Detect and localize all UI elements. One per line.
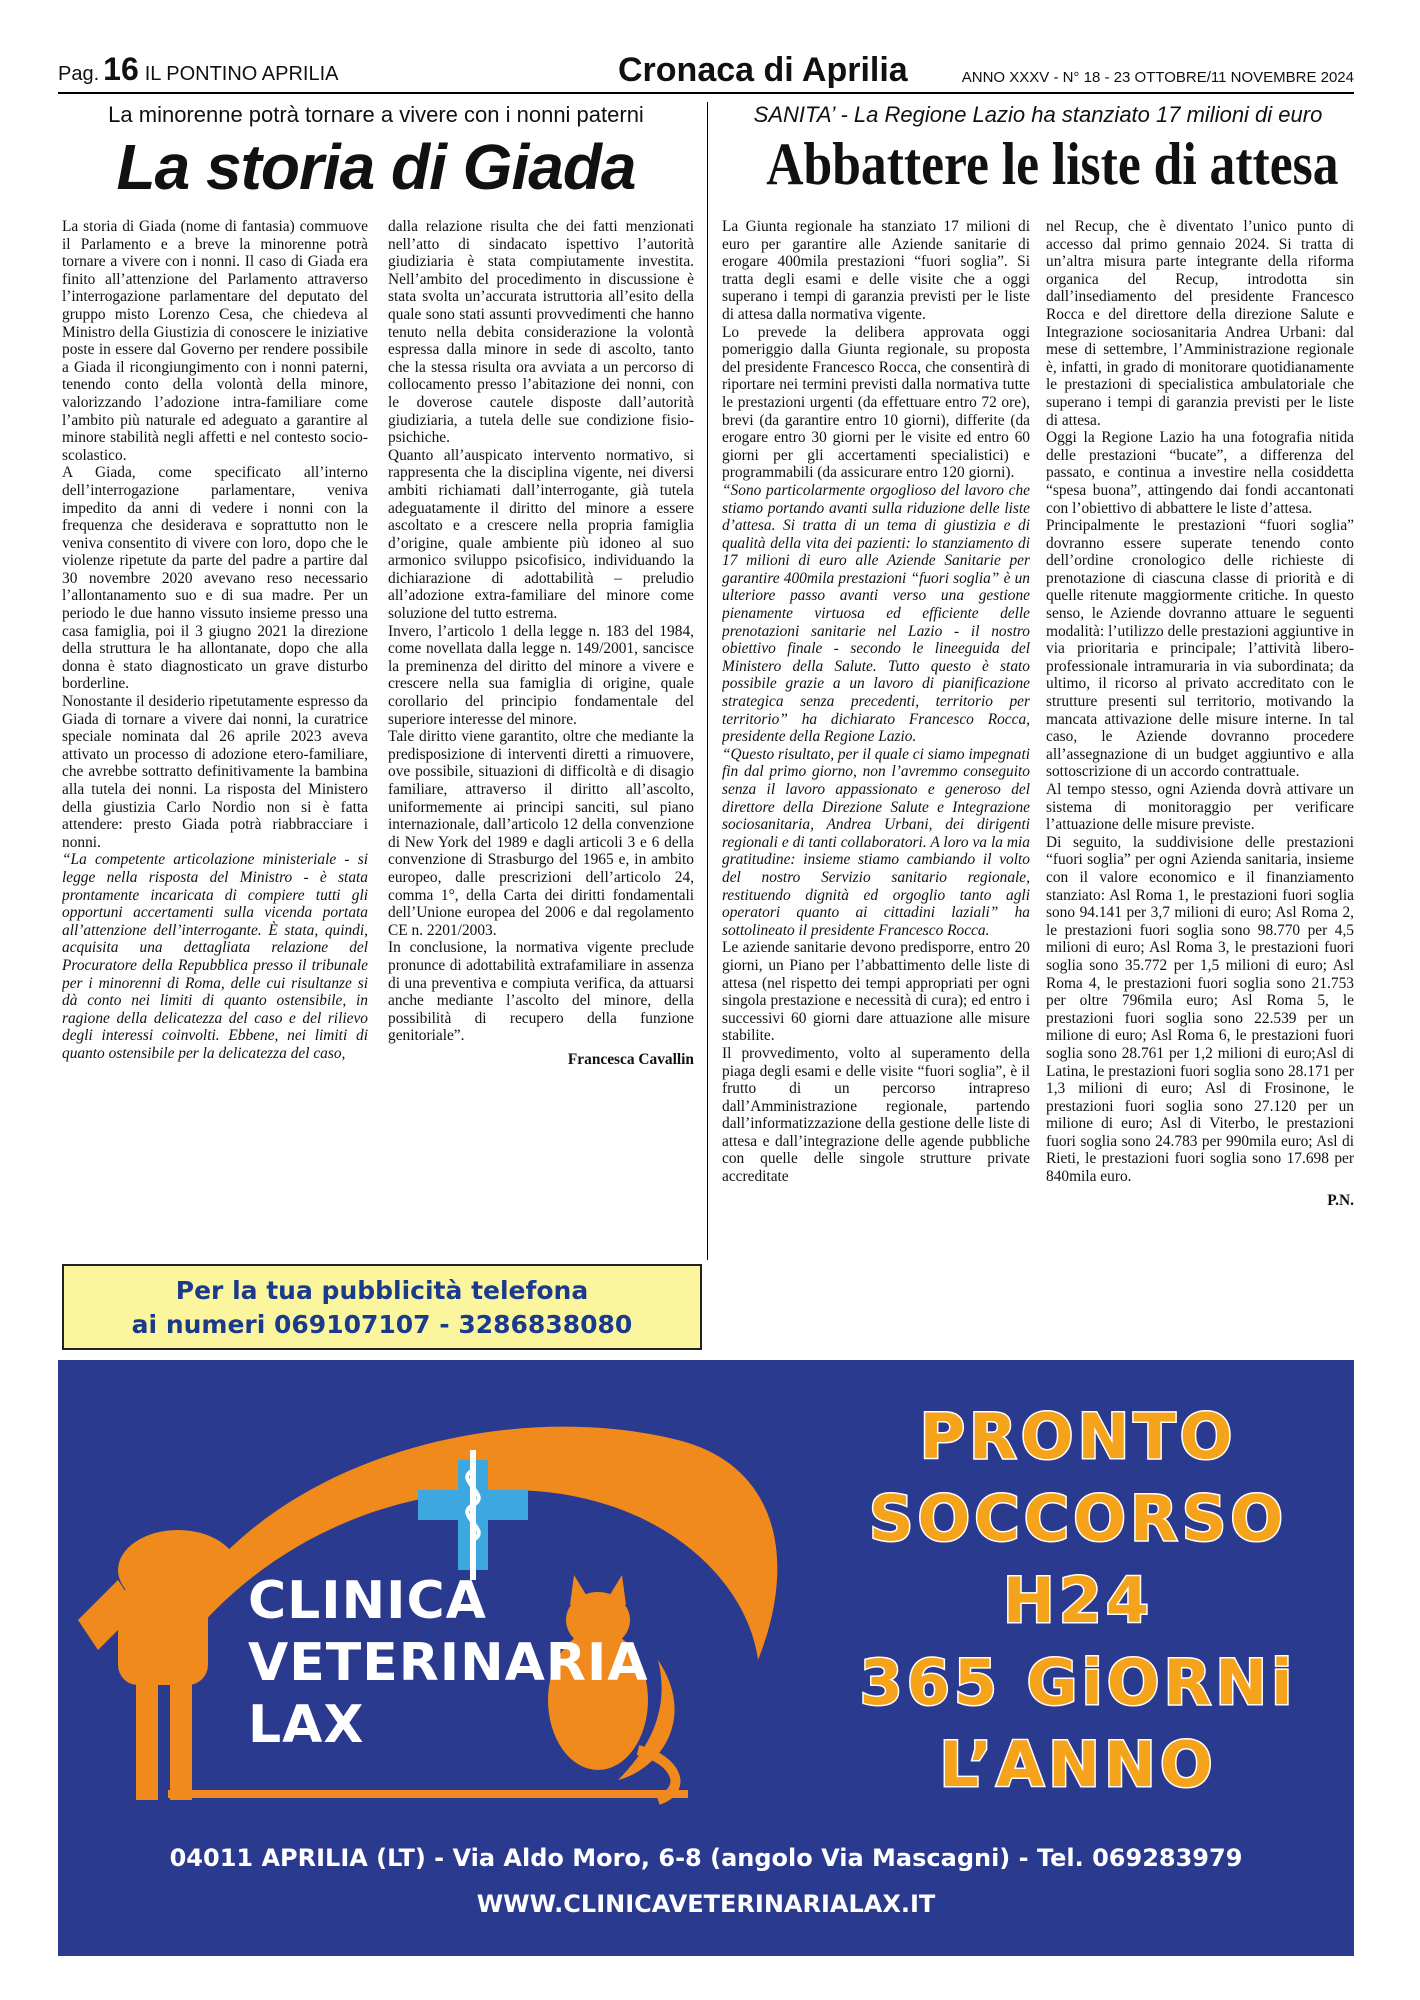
clinic-name-line: VETERINARIA [248, 1633, 649, 1693]
paragraph: A Giada, come specificato all’interno dell’interrogazione parlamentare, veniva impedito da anni di vedere i nonni con la frequenza che desiderava e soprattutto non le veniva consentito di vivere con loro, dopo che le violenze ripetute da parte del padre a partire dal 30 novembre 2020 avevano reso necessario l’allontanamento suo e di sua madre. Per un periodo le due hanno vissuto insieme presso una casa famiglia, poi il 3 giugno 2021 la direzione della struttura le ha allontanate, dopo che alla donna è stato diagnosticato un grave disturbo borderline. [62, 464, 368, 693]
paragraph-quote: dalla relazione risulta che dei fatti menzionati nell’atto di sindacato ispettivo l’autorità giudiziaria è stata compiutamente investita. Nell’ambito del procedimento in discussione è stata svolta un’accurata istruttoria all’esito della quale sono stati assunti provvedimenti che hanno tenuto nella debita considerazione la volontà espressa dalla minore in sede di ascolto, tanto che la stessa risulta ora avviata a un percorso di collocamento presso l’abitazione dei nonni, con le doverose cautele disposte dall’autorità giudiziaria, a tutela delle sue condizione fisio-psichiche. [388, 218, 694, 447]
page-info [58, 51, 339, 88]
clinic-name-line: CLINICA [248, 1571, 487, 1631]
paragraph: Di seguito, la suddivisione delle prestazioni “fuori soglia” per ogni Azienda sanitaria, insieme con il valore economico e il finanziamento stanziato: Asl Roma 1, le prestazioni fuori soglia sono 94.141 per 3,7 milioni di euro; Asl Roma 2, le prestazioni fuori soglia sono 98.770 per 4,5 milioni di euro; Asl Roma 3, le prestazioni fuori soglia sono 35.772 per 1,5 milioni di euro; Asl Roma 4, le prestazioni fuori soglia sono 21.753 per oltre 796mila euro; Asl Roma 5, le prestazioni fuori soglia sono 22.539 per un milione di euro; Asl Roma 6, le prestazioni fuori soglia sono 28.761 per 1,2 milioni di euro;Asl di Latina, le prestazioni fuori soglia sono 28.171 per 1,3 milioni di euro; Asl di Frosinone, le prestazioni fuori soglia sono 27.120 per un milione di euro; Asl di Viterbo, le prestazioni fuori soglia sono 24.783 per 990mila euro; Asl di Rieti, le prestazioni fuori soglia sono 17.698 per 840mila euro. [1046, 833, 1354, 1186]
author-signature: Francesca Cavallin [567, 1050, 694, 1068]
paragraph: nel Recup, che è diventato l’unico punto di accesso dal primo gennaio 2024. Si tratta di un’altra misura parte integrante della riforma organica del Recup, introdotta sin dall’insediamento del presidente Francesco Rocca e del direttore della direzione Salute e Integrazione sociosanitaria Andrea Urbani: dal mese di settembre, l’Amministrazione regionale è, infatti, in grado di monitorare quotidianamente le prestazioni di specialistica ambulatoriale che superano i tempi di garanzia previsti per le liste di attesa. [1046, 218, 1354, 429]
clinic-website: WWW.CLINICAVETERINARIALAX.IT [476, 1890, 936, 1918]
headline-line: L’ANNO [939, 1728, 1217, 1801]
left-article-kicker: La minorenne potrà tornare a vivere con i nonni paterni [108, 102, 644, 127]
issue-info: ANNO XXXV - N° 18 - 23 OTTOBRE/11 NOVEMBRE 2024 [961, 69, 1354, 86]
left-article-column-1 [62, 218, 368, 1258]
page-header [58, 51, 1354, 94]
ad-line-2: ai numeri 069107107 - 3286838080 [131, 1310, 633, 1339]
section-title: Cronaca di Aprilia [618, 51, 908, 89]
paragraph: Principalmente le prestazioni “fuori soglia” dovranno essere superate tenendo conto dell’ordine cronologico delle richieste di prenotazione di ciascuna classe di priorità e di quelle ritenute maggiormente critiche. In questo senso, le Aziende dovranno attuare le seguenti modalità: l’utilizzo delle prestazioni aggiuntive in via prioritaria e principale; l’attività libero-professionale intramuraria in via subordinata; da ultimo, il ricorso al privato accreditato con le strutture presenti sul territorio, motivando la mancata attivazione delle misure interne. In tal caso, le Aziende dovranno procedere all’assegnazione di un budget aggiuntivo e alla sottoscrizione di un accordo contrattuale. [1046, 517, 1354, 781]
paragraph: La Giunta regionale ha stanziato 17 milioni di euro per garantire alle Aziende sanitarie di erogare 400mila prestazioni “fuori soglia”. Si tratta degli esami e delle visite che a oggi superano i tempi di garanzia previsti per le liste di attesa dalla normativa vigente. [722, 218, 1030, 323]
paragraph: Al tempo stesso, ogni Azienda dovrà attivare un sistema di monitoraggio per verificare l’attuazione delle misure previste. [1046, 781, 1354, 834]
headline-line: 365 GiORNi [859, 1646, 1297, 1719]
paragraph-quote: “Questo risultato, per il quale ci siamo impegnati fin dal primo giorno, non l’avremmo conseguito senza il lavoro appassionato e generoso del direttore della Direzione Salute e Integrazione sociosanitaria, Andrea Urbani, dei dirigenti regionali e di tanti collaboratori. A loro va la mia gratitudine: insieme stiamo cambiando il volto del nostro Servizio sanitario regionale, restituendo dignità ed orgoglio tanto agli operatori quanto ai cittadini laziali” ha sottolineato il presidente Francesco Rocca. [722, 745, 1030, 939]
paragraph: La storia di Giada (nome di fantasia) commuove il Parlamento e a breve la minorenne potrà tornare a vivere con i nonni. Il caso di Giada era finito all’attenzione del Parlamento attraverso l’interrogazione parlamentare del deputato del gruppo misto Lorenzo Cesa, che chiedeva al Ministro della Giustizia di conoscere le iniziative poste in essere dal Governo per rendere possibile a Giada il ricongiungimento con i nonni paterni, tenendo conto della volontà della minore, valorizzando l’adozione intra-familiare come l’ambito più naturale ed adeguato a garantire al minore stabilità negli affetti e nel contesto socio-scolastico. [62, 218, 368, 464]
headline-line: SOCCORSO [868, 1482, 1288, 1555]
ad-line-1: Per la tua pubblicità telefona [175, 1276, 589, 1305]
headline-line: PRONTO [919, 1400, 1237, 1473]
page-number: 16 [103, 51, 139, 87]
page-label: Pag. [58, 63, 100, 85]
paragraph-quote: Invero, l’articolo 1 della legge n. 183 del 1984, come novellata dalla legge n. 149/2001, sancisce la preminenza del diritto del minore a vivere e crescere nella sua famiglia di origine, quale corollario del principio fondamentale del superiore interesse del minore. [388, 622, 694, 728]
left-article-column-2 [388, 218, 694, 1258]
paragraph: Le aziende sanitarie devono predisporre, entro 20 giorni, un Piano per l’abbattimento delle liste di attesa (nel rispetto dei tempi appropriati per ogni singola prestazione e necessità di cura); ed entro i successivi 60 giorni dare attuazione alle misure stabilite. [722, 939, 1030, 1045]
clinic-advertisement [58, 1360, 1354, 1956]
left-article-title: La storia di Giada [116, 131, 636, 203]
headline-line: H24 [1002, 1564, 1154, 1637]
right-article-kicker: SANITA’ - La Regione Lazio ha stanziato 17 milioni di euro [753, 102, 1323, 127]
clinic-name [248, 1570, 649, 1756]
paragraph: Nonostante il desiderio ripetutamente espresso da Giada di tornare a vivere dai nonni, la curatrice speciale nominata dal 26 aprile 2023 aveva attivato un processo di adozione etero-familiare, che avrebbe sottratto definitivamente la bambina alla tutela dei nonni. La risposta del Ministero della giustizia Carlo Nordio non si è fatta attendere: presto Giada potrà riabbracciare i nonni. [62, 693, 368, 851]
clinic-address: 04011 APRILIA (LT) - Via Aldo Moro, 6-8 (angolo Via Mascagni) - Tel. 069283979 [169, 1844, 1243, 1872]
clinic-name-line: LAX [248, 1695, 365, 1755]
paragraph-quote: Tale diritto viene garantito, oltre che mediante la predisposizione di interventi diretti a rimuovere, ove possibile, situazioni di difficoltà e di disagio familiare, attraverso il diritto all’ascolto, uniformemente ai principi sanciti, sul piano internazionale, dall’articolo 12 della convenzione di New York del 1989 e dagli articoli 3 e 6 della convenzione di Strasburgo del 1965 e, in ambito europeo, dalle prescrizioni dell’articolo 24, comma 1°, della Carta dei diritti fondamentali dell’Unione europea del 2006 e dal regolamento CE n. 2201/2003. [388, 728, 694, 939]
paragraph-quote: “Sono particolarmente orgoglioso del lavoro che stiamo portando avanti sulla riduzione delle liste d’attesa. Si tratta di un tema di giustizia e di qualità della vita dei pazienti: lo stanziamento di 17 milioni di euro alle Aziende Sanitarie per garantire 400mila prestazioni “fuori soglia” è un ulteriore passo avanti verso una gestione pienamente virtuosa ed efficiente delle prenotazioni sanitarie nel Lazio - il nostro obiettivo finale - secondo le lineeguida del Ministero della Salute. Tutto questo è stato possibile grazie a un lavoro di pianificazione strategica senza precedenti, territorio per territorio” ha dichiarato Francesco Rocca, presidente della Regione Lazio. [722, 481, 1030, 746]
paragraph: Oggi la Regione Lazio ha una fotografia nitida delle prestazioni “bucate”, a differenza del passato, e continua a investire nella cosiddetta “spesa buona”, attingendo dai fondi accantonati con l’obiettivo di abbattere le liste d’attesa. [1046, 429, 1354, 517]
advertising-contact-box [62, 1264, 702, 1350]
paragraph-quote: In conclusione, la normativa vigente preclude pronunce di adottabilità extrafamiliare in assenza di una preventiva e compiuta verifica, da attuarsi anche mediante l’ascolto del minore, della possibilità di recupero della funzione genitoriale”. [388, 939, 694, 1045]
publication-name: IL PONTINO APRILIA [144, 63, 339, 85]
right-article-column-2 [1046, 218, 1354, 1348]
dog-silhouette-icon [78, 1530, 238, 1800]
paragraph-quote: Quanto all’auspicato intervento normativo, si rappresenta che la disciplina vigente, nei diversi ambiti richiamati dall’interrogante, già tutela adeguatamente il diritto del minore a essere ascoltato e a crescere nella propria famiglia d’origine, quale ambiente più idoneo al suo armonico sviluppo psicofisico, individuando la dichiarazione di adottabilità – preludio all’adozione extra-familiare del minore come soluzione del tutto estrema. [388, 446, 694, 623]
author-signature: P.N. [1327, 1191, 1354, 1209]
emergency-headline [818, 1396, 1338, 1806]
right-article-column-1 [722, 218, 1030, 1348]
article-divider [707, 102, 708, 1260]
paragraph-quote: “La competente articolazione ministeriale - si legge nella risposta del Ministro - è stata prontamente incaricata di compiere tutti gli opportuni accertamenti sulla vicenda portata all’attenzione dell’interrogante. È stata, quindi, acquisita una dettagliata relazione del Procuratore della Repubblica presso il tribunale per i minorenni di Roma, delle cui risultanze si dà conto nei limiti di quanto ostensibile, in ragione della delicatezza del caso e del rilievo degli interessi coinvolti. Ebbene, nei limiti di quanto ostensibile per la delicatezza del caso, [62, 851, 368, 1062]
right-article-title: Abbattere le liste di attesa [766, 131, 1339, 197]
paragraph: Il provvedimento, volto al superamento della piaga degli esami e delle visite “fuori soglia”, è il frutto di un percorso intrapreso dall’Amministrazione regionale, partendo dall’informatizzazione della gestione delle liste di attesa e dall’integrazione delle agende pubbliche con quelle delle singole strutture private accreditate [722, 1044, 1030, 1186]
paragraph: Lo prevede la delibera approvata oggi pomeriggio dalla Giunta regionale, su proposta del presidente Francesco Rocca, che consentirà di riportare nei termini previsti dalla normativa tutte le prestazioni urgenti (da effettuare entro 72 ore), brevi (da garantire entro 10 giorni), differite (da erogare entro 30 giorni per le visite ed entro 60 giorni per gli accertamenti specialistici) e programmabili (da assicurare entro 120 giorni). [722, 323, 1030, 482]
